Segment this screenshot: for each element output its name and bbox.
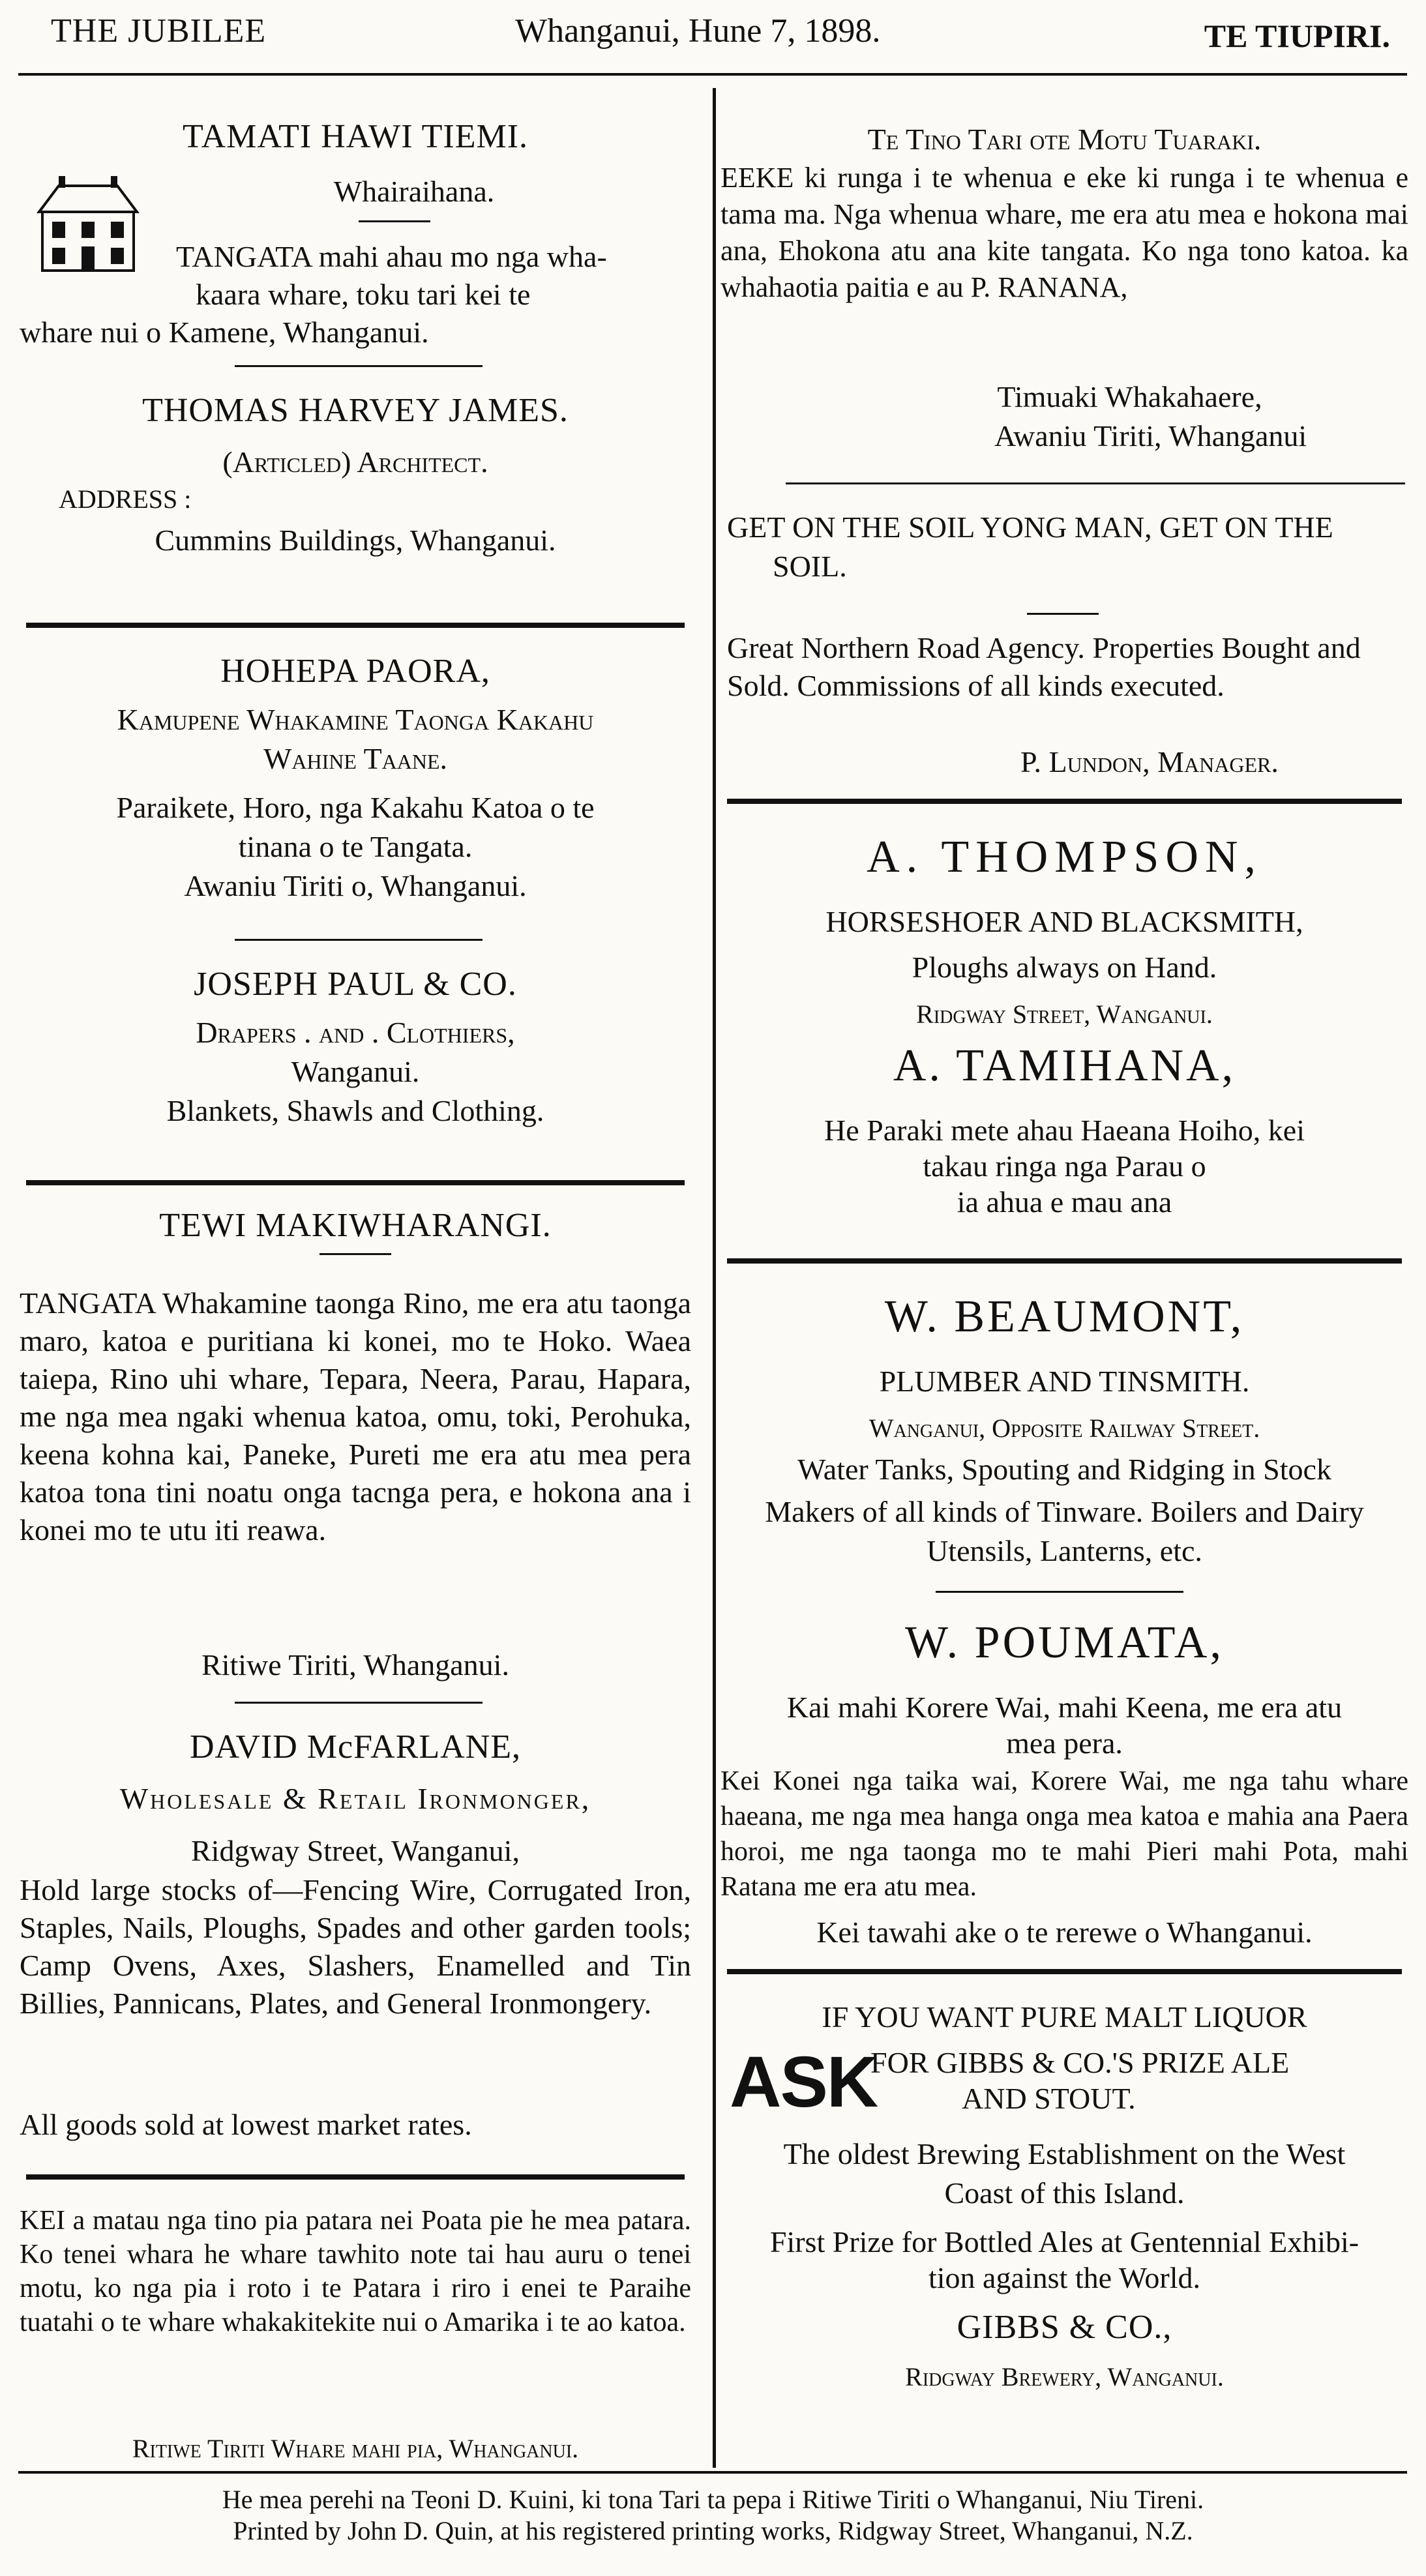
ad-paora-name: HOHEPA PAORA, (220, 653, 490, 690)
ad-mcfarlane-line2: Ridgway Street, Wanganui, (191, 1834, 520, 1867)
ad-tari-sig2: Awaniu Tiriti, Whanganui (994, 419, 1307, 452)
ad-gibbs-ask-line1: FOR GIBBS & CO.'S PRIZE ALE (870, 2046, 1290, 2079)
section-rule (235, 1702, 483, 1704)
footer-line-english: Printed by John D. Quin, at his registered printing works, Ridgway Street, Whanganui, N.Z. (233, 2516, 1193, 2545)
section-rule-thick (26, 623, 685, 628)
section-rule (786, 482, 1405, 484)
ad-joseph-name: JOSEPH PAUL & CO. (194, 966, 517, 1003)
section-rule (936, 1591, 1183, 1593)
column-divider (713, 88, 716, 2468)
ornament-rule (359, 220, 430, 222)
ad-poumata-last: Kei tawahi ake o te rerewe o Whanganui. (816, 1916, 1313, 1949)
section-rule (235, 939, 483, 941)
ad-tewi-body: TANGATA Whakamine taonga Rino, me era atu taonga maro, katoa e puritiana ki konei, mo te Hoko. Waea taiepa, Rino uhi whare, Tepara, Neera, Parau, Hapara, me nga mea ngaki whenua katoa, omu, toki, Perohuka, keena kohna kai, Paneke, Pureti me era atu mea pera katoa tona tini noatu onga tacnga pera, e hokona ana i konei mo te utu iti reawa. (20, 1286, 691, 1547)
ad-tiemi-name: TAMATI HAWI TIEMI. (182, 118, 529, 155)
footer-line-maori: He mea perehi na Teoni D. Kuini, ki tona Tari ta pepa i Ritiwe Tiriti o Whanganui, Niu Tireni. (222, 2485, 1204, 2514)
ad-tamihana-line2: takau ringa nga Parau o (923, 1149, 1206, 1183)
ad-pia-body: KEI a matau nga tino pia patara nei Poata pie he mea patara. Ko tenei whara he whare tawhito note tai hau auru o tenei motu, ko nga pia i roto i te Patara i riro i enei te Paraihe tuatahi o te whare whakakitekite nui o Amarika i te ao katoa. (20, 2206, 691, 2337)
ad-gibbs-body3: First Prize for Bottled Ales at Gentennial Exhibi- (769, 2225, 1359, 2258)
ad-mcfarlane-name: DAVID McFARLANE, (189, 1728, 522, 1766)
ad-paora-line2: Wahine Taane. (263, 742, 448, 775)
ad-tari-head: Te Tino Tari ote Motu Tuaraki. (867, 123, 1262, 156)
ad-poumata-name: W. POUMATA, (905, 1618, 1224, 1668)
masthead-title-english: THE JUBILEE (51, 12, 267, 50)
ad-soil-line1: GET ON THE SOIL YONG MAN, GET ON THE (727, 511, 1333, 544)
ad-tari-sig1: Timuaki Whakahaere, (997, 380, 1262, 413)
ad-soil-line2: SOIL. (773, 550, 847, 583)
section-rule-thick (26, 2174, 685, 2180)
ad-thompson-line1: HORSESHOER AND BLACKSMITH, (825, 905, 1303, 938)
ornament-rule (319, 1253, 391, 1255)
ad-paora-line3: Paraikete, Horo, nga Kakahu Katoa o te (116, 791, 595, 824)
ad-mcfarlane-line1: Wholesale & Retail Ironmonger, (119, 1782, 591, 1815)
ad-beaumont-line5: Utensils, Lanterns, etc. (927, 1534, 1202, 1567)
ad-tamihana-name: A. TAMIHANA, (893, 1041, 1236, 1091)
footer (0, 2484, 1426, 2547)
ad-tiemi-title: Whairaihana. (333, 175, 495, 208)
ad-tiemi-body-line3: whare nui o Kamene, Whanganui. (20, 316, 429, 349)
ad-james-address-label: ADDRESS : (59, 484, 192, 514)
ad-mcfarlane-body: Hold large stocks of—Fencing Wire, Corrugated Iron, Staples, Nails, Ploughs, Spades and other garden tools; Camp Ovens, Axes, Slashers, Enamelled and Tin Billies, Pannicans, Plates, and General Ironmongery. (20, 1873, 691, 2020)
ad-gibbs-body2: Coast of this Island. (944, 2176, 1185, 2210)
ad-beaumont-line2: Wanganui, Opposite Railway Street. (869, 1414, 1260, 1443)
ad-gibbs-body1: The oldest Brewing Establishment on the West (783, 2137, 1346, 2170)
ad-beaumont-line1: PLUMBER AND TINSMITH. (879, 1365, 1250, 1398)
ad-mcfarlane-last: All goods sold at lowest market rates. (20, 2108, 472, 2141)
ad-beaumont-name: W. BEAUMONT, (884, 1292, 1245, 1342)
section-rule (235, 365, 483, 367)
ad-agency-sig: P. Lundon, Manager. (1020, 745, 1279, 778)
ad-joseph-line2: Wanganui. (291, 1055, 420, 1088)
section-rule-thick (727, 1258, 1402, 1264)
footer-rule (18, 2471, 1407, 2474)
ad-thompson-line3: Ridgway Street, Wanganui. (916, 999, 1213, 1029)
ad-poumata-body: Kei Konei nga taika wai, Korere Wai, me nga tahu whare haeana, me nga mea hanga onga mea katoa e mahia ana Paera horoi, me nga taonga mo te mahi Pieri mahi Pota, mahi Ratana me era atu mea. (720, 1766, 1408, 1902)
ad-paora-line1: Kamupene Whakamine Taonga Kakahu (117, 703, 594, 736)
masthead-dateline: Whanganui, Hune 7, 1898. (515, 12, 881, 50)
ad-thompson-name: A. THOMPSON, (867, 832, 1262, 882)
ad-thompson-line2: Ploughs always on Hand. (912, 951, 1217, 984)
ad-poumata-line1: Kai mahi Korere Wai, mahi Keena, me era atu (786, 1691, 1343, 1724)
ornament-rule (1027, 613, 1099, 615)
ad-tamihana-line1: He Paraki mete ahau Haeana Hoiho, kei (824, 1114, 1305, 1147)
masthead-title-maori: TE TIUPIRI. (1204, 18, 1390, 54)
ad-paora-line4: tinana o te Tangata. (238, 830, 473, 863)
ad-gibbs-name: GIBBS & CO., (957, 2309, 1172, 2346)
ad-beaumont-line3: Water Tanks, Spouting and Ridging in Stock (797, 1453, 1331, 1486)
ad-gibbs-head: IF YOU WANT PURE MALT LIQUOR (822, 2000, 1307, 2034)
ad-tiemi-body-line1: TANGATA mahi ahau mo nga wha- (176, 240, 607, 273)
ad-gibbs-ask: ASK (730, 2042, 878, 2122)
ad-paora-line5: Awaniu Tiriti o, Whanganui. (184, 869, 527, 902)
masthead (0, 0, 1426, 62)
ad-tewi-name: TEWI MAKIWHARANGI. (159, 1207, 552, 1244)
ad-james-address: Cummins Buildings, Whanganui. (155, 524, 556, 557)
section-rule-thick (727, 799, 1402, 804)
masthead-rule (18, 73, 1407, 76)
ad-joseph-line1: Drapers . and . Clothiers, (196, 1016, 515, 1049)
ad-james-title: (Articled) Architect. (222, 445, 488, 479)
ad-tamihana-line3: ia ahua e mau ana (957, 1185, 1172, 1219)
ad-poumata-line2: mea pera. (1006, 1726, 1123, 1760)
ad-james-name: THOMAS HARVEY JAMES. (142, 392, 569, 429)
ad-beaumont-line4: Makers of all kinds of Tinware. Boilers and Dairy (765, 1495, 1364, 1528)
ad-tari-body: EEKE ki runga i te whenua e eke ki runga i te whenua e tama ma. Nga whenua whare, me era atu mea e hokona mai ana, Ehokona atu ana kite tangata. Ko nga tono katoa. ka whahaotia paitia e au P. RANANA, (720, 162, 1408, 303)
section-rule-thick (727, 1969, 1402, 1974)
ad-gibbs-address: Ridgway Brewery, Wanganui. (905, 2362, 1224, 2391)
ad-joseph-line3: Blankets, Shawls and Clothing. (166, 1094, 544, 1127)
ad-gibbs-ask-line2: AND STOUT. (962, 2082, 1136, 2115)
ad-agency-body: Great Northern Road Agency. Properties Bought and Sold. Commissions of all kinds executed. (727, 631, 1361, 702)
ad-gibbs-body4: tion against the World. (928, 2261, 1201, 2294)
ad-pia-address: Ritiwe Tiriti Whare mahi pia, Whanganui. (132, 2434, 579, 2463)
ad-tiemi-body-line2: kaara whare, toku tari kei te (196, 278, 531, 311)
ad-tewi-address: Ritiwe Tiriti, Whanganui. (201, 1648, 509, 1681)
section-rule-thick (26, 1180, 685, 1185)
house-illustration-icon (33, 176, 143, 274)
